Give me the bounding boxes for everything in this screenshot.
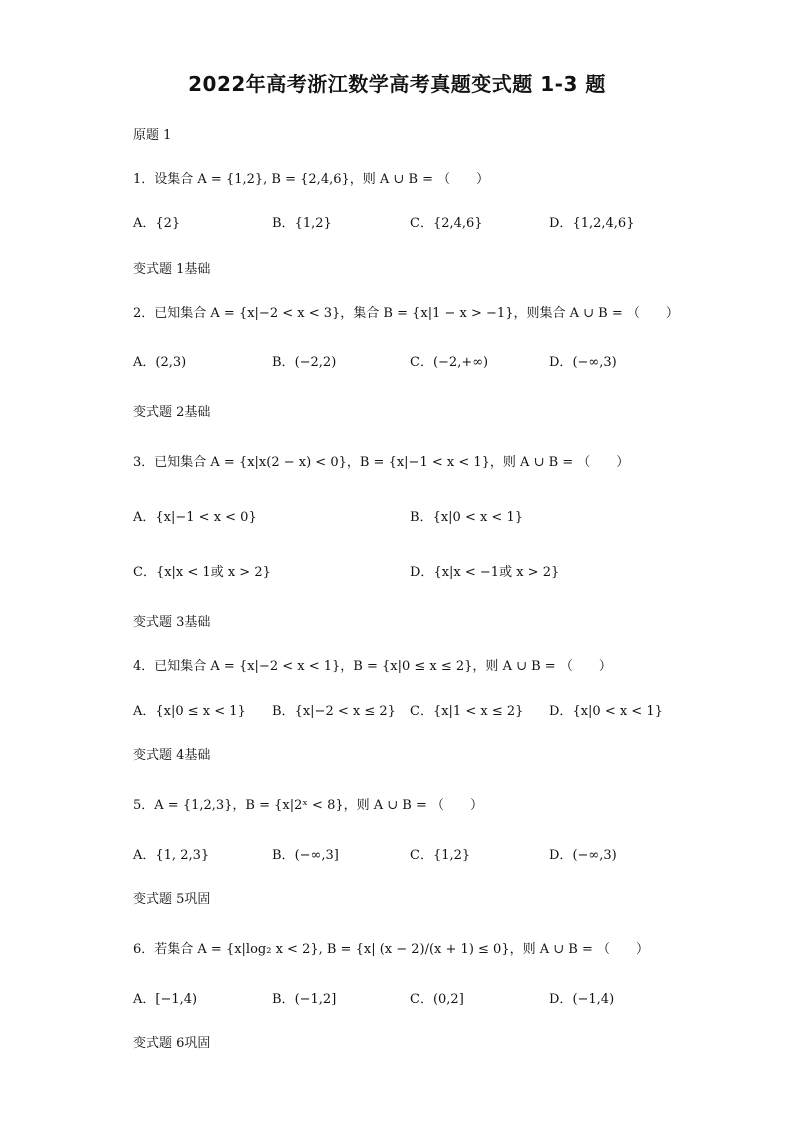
- option-text: (0,2]: [432, 992, 464, 1007]
- option-letter: D．: [549, 848, 573, 863]
- option-d: [410, 561, 559, 580]
- option-letter: C．: [410, 216, 433, 231]
- option-b: [272, 844, 339, 863]
- option-text: {x|x < −1或 x > 2}: [433, 565, 560, 580]
- option-letter: A．: [133, 704, 156, 719]
- option-letter: D．: [549, 992, 573, 1007]
- option-a: [133, 351, 186, 370]
- option-text: {x|−2 < x ≤ 2}: [294, 704, 396, 719]
- option-d: [549, 700, 663, 719]
- option-text: {1,2,4,6}: [572, 216, 635, 231]
- option-text: {1, 2,3}: [155, 848, 210, 863]
- option-text: {x|1 < x ≤ 2}: [432, 704, 524, 719]
- option-b: [272, 212, 332, 231]
- option-letter: B．: [410, 510, 433, 525]
- option-letter: C．: [410, 704, 433, 719]
- option-c: [410, 700, 523, 719]
- option-b: [272, 351, 336, 370]
- section-label: 变式题 4基础: [133, 748, 211, 763]
- option-letter: B．: [272, 216, 295, 231]
- option-letter: D．: [410, 565, 434, 580]
- option-d: [549, 212, 634, 231]
- option-letter: A．: [133, 355, 156, 370]
- option-letter: A．: [133, 848, 156, 863]
- question-stem: 3．已知集合 A = {x|x(2 − x) < 0}，B = {x|−1 < x < 1}，则 A ∪ B = （ ）: [133, 455, 630, 470]
- option-letter: B．: [272, 355, 295, 370]
- question-stem: 4．已知集合 A = {x|−2 < x < 1}，B = {x|0 ≤ x ≤ 2}，则 A ∪ B = （ ）: [133, 659, 612, 674]
- option-text: (−2,2): [294, 355, 337, 370]
- question-stem: 5．A = {1,2,3}，B = {x|2ˣ < 8}，则 A ∪ B = （ ）: [133, 798, 483, 813]
- option-text: {1,2}: [432, 848, 471, 863]
- option-text: {x|−1 < x < 0}: [155, 510, 257, 525]
- option-c: [410, 988, 464, 1007]
- option-letter: A．: [133, 216, 156, 231]
- section-label: 原题 1: [133, 128, 172, 143]
- option-text: {2}: [155, 216, 181, 231]
- option-letter: D．: [549, 216, 573, 231]
- option-letter: B．: [272, 704, 295, 719]
- option-d: [549, 988, 614, 1007]
- option-c: [410, 212, 483, 231]
- section-label: 变式题 2基础: [133, 405, 211, 420]
- option-b: [272, 988, 336, 1007]
- option-letter: A．: [133, 992, 156, 1007]
- option-b: [272, 700, 396, 719]
- option-text: (−1,2]: [294, 992, 337, 1007]
- option-c: [410, 844, 470, 863]
- option-d: [549, 351, 617, 370]
- option-a: [133, 844, 209, 863]
- option-text: (−2,+∞): [432, 355, 489, 370]
- option-text: {x|0 < x < 1}: [432, 510, 524, 525]
- option-b: [410, 506, 523, 525]
- question-stem: 1．设集合 A = {1,2}, B = {2,4,6}，则 A ∪ B = （ ）: [133, 172, 490, 187]
- option-letter: C．: [133, 565, 156, 580]
- option-letter: C．: [410, 355, 433, 370]
- option-c: [133, 561, 271, 580]
- option-letter: D．: [549, 355, 573, 370]
- option-text: (−1,4): [572, 992, 615, 1007]
- option-text: (2,3): [155, 355, 187, 370]
- option-a: [133, 988, 197, 1007]
- option-a: [133, 212, 180, 231]
- option-letter: C．: [410, 848, 433, 863]
- option-letter: B．: [272, 992, 295, 1007]
- question-stem: 2．已知集合 A = {x|−2 < x < 3}，集合 B = {x|1 − x > −1}，则集合 A ∪ B = （ ）: [133, 306, 679, 321]
- option-text: {x|x < 1或 x > 2}: [155, 565, 271, 580]
- question-stem: 6．若集合 A = {x|log₂ x < 2}, B = {x| (x − 2)/(x + 1) ≤ 0}，则 A ∪ B = （ ）: [133, 942, 649, 957]
- option-text: (−∞,3): [572, 848, 617, 863]
- option-a: [133, 700, 246, 719]
- option-text: {2,4,6}: [432, 216, 483, 231]
- option-d: [549, 844, 617, 863]
- option-letter: D．: [549, 704, 573, 719]
- section-label: 变式题 5巩固: [133, 892, 211, 907]
- document-title: 2022年高考浙江数学高考真题变式题 1-3 题: [188, 72, 606, 96]
- option-text: {1,2}: [294, 216, 332, 231]
- section-label: 变式题 3基础: [133, 615, 211, 630]
- option-letter: B．: [272, 848, 295, 863]
- option-letter: A．: [133, 510, 156, 525]
- option-text: (−∞,3): [572, 355, 617, 370]
- option-text: {x|0 < x < 1}: [572, 704, 663, 719]
- option-c: [410, 351, 488, 370]
- option-text: [−1,4): [155, 992, 198, 1007]
- section-label: 变式题 1基础: [133, 262, 211, 277]
- option-text: {x|0 ≤ x < 1}: [155, 704, 246, 719]
- option-a: [133, 506, 257, 525]
- option-text: (−∞,3]: [294, 848, 339, 863]
- option-letter: C．: [410, 992, 433, 1007]
- section-label: 变式题 6巩固: [133, 1036, 211, 1051]
